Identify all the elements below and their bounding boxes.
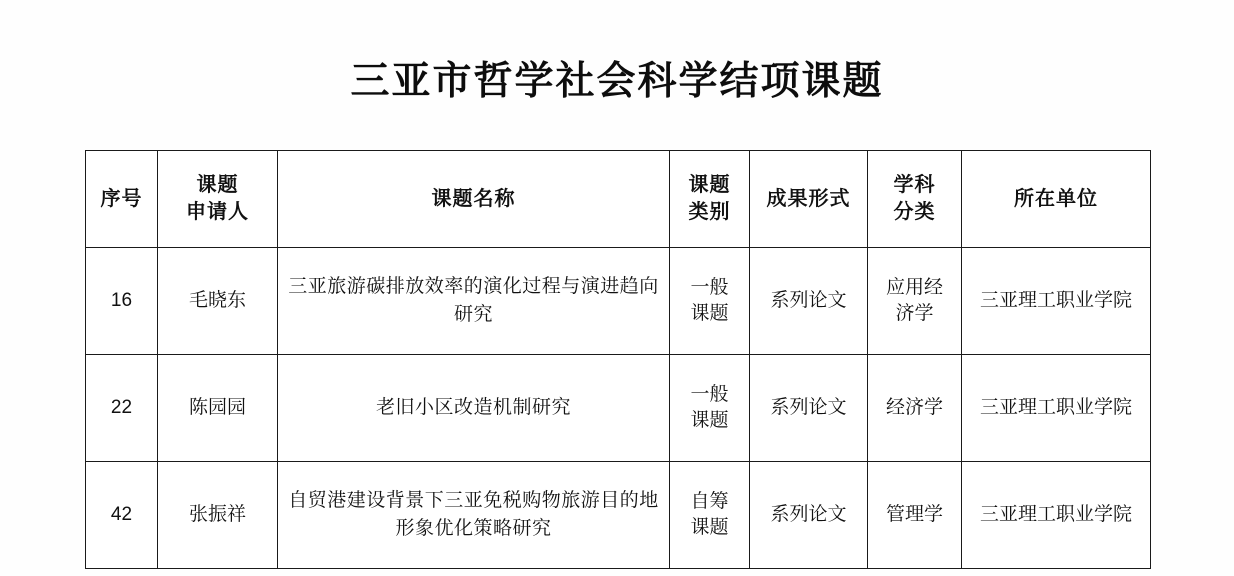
cell-category-line1: 一般 — [690, 277, 729, 299]
cell-form: 系列论文 — [750, 248, 868, 355]
column-header-form-label: 成果形式 — [766, 187, 851, 210]
cell-discipline — [868, 355, 962, 462]
cell-discipline-line1: 经济学 — [885, 397, 943, 419]
table-row — [86, 248, 1151, 355]
project-table-container — [85, 150, 1150, 569]
cell-discipline — [868, 462, 962, 569]
column-header-applicant — [158, 151, 278, 248]
cell-applicant: 张振祥 — [158, 462, 278, 569]
cell-category-line2: 课题 — [690, 303, 729, 324]
column-header-category — [670, 151, 750, 248]
column-header-discipline — [868, 151, 962, 248]
cell-discipline-line1: 管理学 — [885, 504, 943, 526]
cell-unit: 三亚理工职业学院 — [962, 248, 1151, 355]
column-header-unit-label: 所在单位 — [1014, 187, 1098, 210]
table-header-row — [86, 151, 1151, 248]
column-header-unit — [962, 151, 1151, 248]
cell-form: 系列论文 — [750, 462, 868, 569]
cell-category-line1: 一般 — [690, 384, 729, 406]
column-header-name-label: 课题名称 — [431, 187, 516, 210]
column-header-form — [750, 151, 868, 248]
cell-applicant: 陈园园 — [158, 355, 278, 462]
cell-seq: 16 — [86, 248, 158, 355]
cell-category — [670, 355, 750, 462]
cell-seq: 42 — [86, 462, 158, 569]
column-header-applicant-line2: 申请人 — [186, 201, 249, 223]
cell-discipline-line2: 济学 — [895, 303, 934, 324]
cell-discipline-line1: 应用经 — [885, 277, 943, 299]
cell-category — [670, 248, 750, 355]
cell-name: 老旧小区改造机制研究 — [278, 355, 670, 462]
column-header-name — [278, 151, 670, 248]
column-header-discipline-line2: 分类 — [893, 201, 936, 223]
page-title: 三亚市哲学社会科学结项课题 — [350, 58, 884, 104]
column-header-seq — [86, 151, 158, 248]
table-row — [86, 355, 1151, 462]
column-header-category-line1: 课题 — [688, 174, 731, 196]
column-header-seq-label: 序号 — [100, 187, 143, 210]
cell-applicant: 毛晓东 — [158, 248, 278, 355]
cell-unit: 三亚理工职业学院 — [962, 462, 1151, 569]
project-table — [85, 150, 1151, 569]
cell-category-line2: 课题 — [690, 410, 729, 431]
cell-unit: 三亚理工职业学院 — [962, 355, 1151, 462]
cell-discipline — [868, 248, 962, 355]
cell-seq: 22 — [86, 355, 158, 462]
table-row — [86, 462, 1151, 569]
column-header-discipline-line1: 学科 — [893, 174, 936, 196]
cell-category-line2: 课题 — [690, 517, 729, 538]
cell-name: 三亚旅游碳排放效率的演化过程与演进趋向研究 — [278, 248, 670, 355]
column-header-applicant-line1: 课题 — [196, 174, 239, 196]
cell-name: 自贸港建设背景下三亚免税购物旅游目的地形象优化策略研究 — [278, 462, 670, 569]
cell-form: 系列论文 — [750, 355, 868, 462]
cell-category-line1: 自筹 — [690, 491, 729, 513]
column-header-category-line2: 类别 — [688, 201, 731, 223]
cell-category — [670, 462, 750, 569]
